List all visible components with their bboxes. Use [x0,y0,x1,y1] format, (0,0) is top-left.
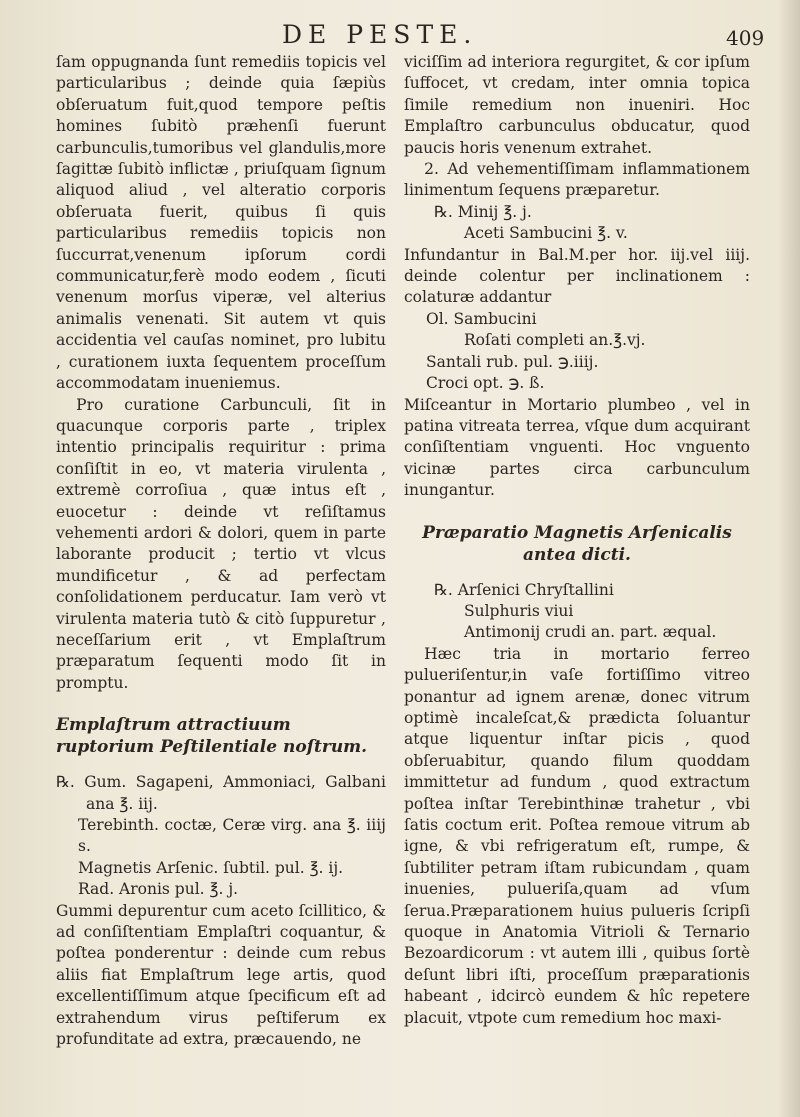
recipe-line: Magnetis Arſenic. ſubtil. pul. ℥. ij. [78,858,344,877]
section-heading: Emplaſtrum attractiuum ruptorium Peſtilentiale noſtrum. [56,715,368,758]
recipe-line: Santali rub. pul. ℈.iiij. [426,352,599,371]
recipe-line: Ol. Sambucini [426,309,537,328]
page-edge-shadow [778,0,800,1117]
recipe-line: Roſati completi an.℥.vj. [464,331,646,350]
recipe-line: ℞. Gum. Sagapeni, Ammoniaci, Galbani ana ℥. iij. [56,773,386,813]
paragraph: 2. Ad vehementiſſimam inflammationem linimentum ſequens præparetur. [404,160,750,200]
recipe-line: Croci opt. ℈. ß. [426,374,545,393]
recipe-line: Antimonij crudi an. part. æqual. [464,623,717,642]
paragraph: Hæc tria in mortario ferreo pulueriſentur,in vaſe fortiſſimo vitreo ponantur ad ignem arenæ, donec vitrum optimè incaleſcat,& prædicta ſoluantur atque liquentur inſtar picis , quod obſeruabitur, quando filum quoddam immittetur ad fundum , quod extractum poſtea inſtar Terebinthinæ trahetur , vbi ſatis coctum erit. Poſtea remoue vitrum ab igne, & vbi refrigeratum eſt, rumpe, & ſubtiliter petram iſtam rubicundam , quam inuenies, pulueriſa,quam ad vſum ſerua.Præparationem huius pulueris ſcripſi quoque in Anatomia Vitrioli & Ternario Bezoardicorum : vt autem illi , quibus ſortè deſunt libri iſti, proceſſum præparationis habeant , idcircò eundem & hîc repetere placuit, vtpote cum remedium hoc maxi- [404,644,750,1027]
paragraph: viciſſim ad interiora regurgitet, & cor ipſum ſuffocet, vt credam, inter omnia topica ſimile remedium non inueniri. Hoc Emplaſtro carbunculus obducatur, quod paucis horis venenum extrahet. [404,53,750,157]
page-header [0,14,800,48]
left-column [56,52,386,1050]
paragraph: ſam oppugnanda ſunt remediis topicis vel particularibus ; deinde quia ſæpiùs obſeruatum fuit,quod tempore peſtis homines ſubitò præhenſi fuerunt carbunculis,tumoribus vel glandulis,more ſagittæ ſubitò inflictæ , priuſquam ſignum aliquod aliud , vel alteratio corporis obſeruata fuerit, quibus ſi quis particularibus remediis topicis non ſuccurrat,venenum ipſorum cordi communicatur,ferè modo eodem , ſicuti venenum morſus viperæ, vel alterius animalis venenati. Sit autem vt quis accidentia vel cauſas nominet, pro lubitu , curationem iuxta ſequentem proceſſum accommodatam inueniemus. [56,53,386,393]
recipe-line: ℞. Minij ℥. j. [434,202,532,221]
section-heading: Præparatio Magnetis Arſenicalis antea dicti. [422,522,732,565]
right-column [404,52,750,1029]
recipe-line: Terebinth. coctæ, Ceræ virg. ana ℥. iiij s. [78,816,386,856]
recipe-line: ℞. Arſenici Chryſtallini [434,580,614,599]
recipe-line: Rad. Aronis pul. ℥. j. [78,880,239,899]
running-head: DE PESTE. [282,20,478,49]
paragraph: Infundantur in Bal.M.per hor. iij.vel iiij. deinde colentur per inclinationem : colaturæ addantur [404,245,750,307]
paragraph: Miſceantur in Mortario plumbeo , vel in patina vitreata terrea, vſque dum acquirant conſiſtentiam vnguenti. Hoc vnguento vicinæ partes circa carbunculum inungantur. [404,395,750,500]
page-number: 409 [726,26,765,50]
recipe-line: Sulphuris viui [464,601,574,620]
recipe-line: Aceti Sambucini ℥. v. [464,224,628,243]
paragraph: Pro curatione Carbunculi, ſit in quacunque corporis parte , triplex intentio principalis requiritur : prima conſiſtit in eo, vt materia virulenta , extremè corroſiua , quæ intus eſt , euocetur : deinde vt reſiſtamus vehementi ardori & dolori, quem in parte laborante producit ; tertio vt vlcus mundificetur , & ad perfectam conſolidationem perducatur. Iam verò vt virulenta materia tutò & citò ſuppuretur , neceſſarium erit , vt Emplaſtrum præparatum ſequenti modo ſit in promptu. [56,395,386,692]
paragraph: Gummi depurentur cum aceto ſcillitico, & ad conſiſtentiam Emplaſtri coquantur, & poſtea ponderentur : deinde cum rebus aliis fiat Emplaſtrum lege artis, quod excellentiſſimum atque ſpecificum eſt ad extrahendum virus peſtiferum ex profunditate ad extra, præcauendo, ne [56,901,386,1049]
